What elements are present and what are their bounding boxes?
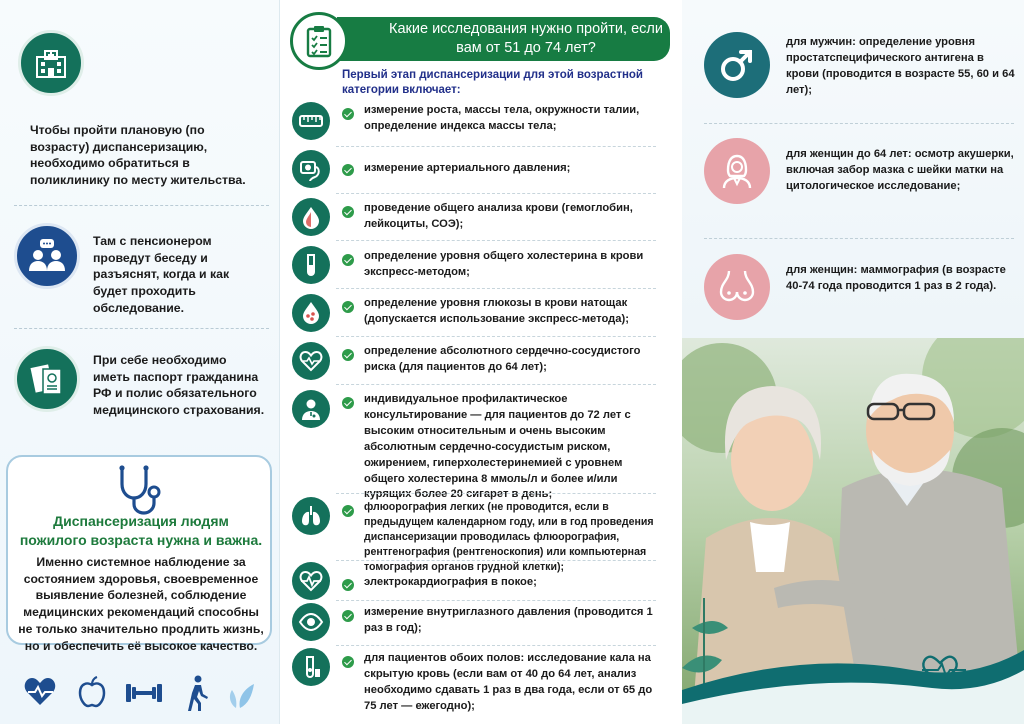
right-panel xyxy=(682,0,1024,724)
divider xyxy=(336,336,656,337)
check-icon xyxy=(342,610,354,622)
doctor-consultation-icon xyxy=(292,390,330,428)
check-icon xyxy=(342,164,354,176)
check-icon xyxy=(342,108,354,120)
intro-text: Чтобы пройти плановую (по возрасту) диспансеризацию, необходимо обратиться в поликлинику по месту жительства. xyxy=(30,123,246,188)
middle-panel xyxy=(280,0,682,724)
divider xyxy=(704,123,1014,124)
section-title: Какие исследования нужно пройти, если вам от 51 до 74 лет? xyxy=(389,21,663,56)
exam-item: измерение артериального давления; xyxy=(364,162,571,174)
check-icon xyxy=(342,397,354,409)
divider xyxy=(704,238,1014,239)
lab-sample-icon xyxy=(292,648,330,686)
footer-icons xyxy=(22,672,262,712)
message-body: Именно системное наблюдение за состоянием здоровья, своевременное выявление болезней, соблюдение медицинских рекомендаций способны не только значительно продлить жизнь, но и обеспечить её высокое качество. xyxy=(18,555,264,653)
elderly-couple-photo xyxy=(682,338,1024,724)
walking-icon xyxy=(188,676,208,712)
section-header xyxy=(337,17,670,61)
divider xyxy=(14,328,269,329)
lungs-icon xyxy=(292,497,330,535)
men-exam-text: для мужчин: определение уровня простатспецифического антигена в крови (проводится в возрасте 55, 60 и 64 лет); xyxy=(786,36,1015,97)
check-icon xyxy=(342,579,354,591)
talk-text: Там с пенсионером проведут беседу и разъяснят, когда и как будет проходить обследование. xyxy=(93,234,230,315)
divider xyxy=(336,493,656,494)
divider xyxy=(336,288,656,289)
check-icon xyxy=(342,349,354,361)
divider xyxy=(336,600,656,601)
blood-drop-icon xyxy=(292,198,330,236)
message-title-line-1: Диспансеризация людям xyxy=(53,513,229,529)
check-icon xyxy=(342,254,354,266)
test-tube-icon xyxy=(292,246,330,284)
exam-item: проведение общего анализа крови (гемоглобин, лейкоциты, СОЭ); xyxy=(364,202,633,230)
dumbbell-icon xyxy=(126,684,162,702)
exam-item: электрокардиография в покое; xyxy=(364,576,537,588)
main-message-box xyxy=(6,455,272,653)
check-icon xyxy=(342,206,354,218)
exam-item: определение абсолютного сердечно-сосудистого риска (для пациентов до 64 лет); xyxy=(364,345,641,373)
divider xyxy=(336,645,656,646)
check-icon xyxy=(342,656,354,668)
clipboard-icon xyxy=(290,12,348,70)
divider xyxy=(14,205,269,206)
exam-item: определение уровня глюкозы в крови натощак (допускается использование экспресс-метода); xyxy=(364,297,629,325)
heart-rate-icon xyxy=(292,342,330,380)
conversation-icon xyxy=(14,223,80,289)
leaf-icon xyxy=(230,684,254,708)
midwife-icon xyxy=(704,138,770,204)
left-panel xyxy=(0,0,280,724)
exam-item: индивидуальное профилактическое консультирование — для пациентов до 72 лет с высоким относительным и очень высоким абсолютным сердечно-сосудистым риском, ожирением, гиперхолестеринемией с уровнем общего холестерина 8 ммоль/л и более и/или курящих более 20 сигарет в день; xyxy=(364,393,631,501)
women-64-exam-text: для женщин до 64 лет: осмотр акушерки, включая забор мазка с шейки матки на цитологическое исследование; xyxy=(786,148,1014,193)
divider xyxy=(336,384,656,385)
exam-item: определение уровня общего холестерина в крови экспресс-методом; xyxy=(364,250,644,278)
divider xyxy=(336,240,656,241)
divider xyxy=(336,560,656,561)
eye-icon xyxy=(292,603,330,641)
mammography-icon xyxy=(704,254,770,320)
exam-item: флюорография легких (не проводится, если в предыдущем календарном году, или в год проведения диспансеризации проводилась флюорография, рентгенография (рентгеноскопия) или компьютерная томография органов грудной клетки); xyxy=(364,501,654,574)
mammography-text: для женщин: маммография (в возрасте 40-74 года проводится 1 раз в 2 года). xyxy=(786,264,1006,293)
divider xyxy=(336,193,656,194)
exam-item: измерение внутриглазного давления (проводится 1 раз в год); xyxy=(364,606,653,634)
check-icon xyxy=(342,301,354,313)
measuring-tape-icon xyxy=(292,102,330,140)
documents-text: При себе необходимо иметь паспорт гражданина РФ и полис обязательного медицинского страхования. xyxy=(93,353,265,418)
hospital-icon xyxy=(18,30,84,96)
glucose-icon xyxy=(292,294,330,332)
section-subtitle: Первый этап диспансеризации для этой возрастной категории включает: xyxy=(342,69,643,97)
apple-icon xyxy=(80,677,104,706)
stethoscope-icon xyxy=(105,463,165,519)
ecg-icon xyxy=(292,562,330,600)
message-title-line-2: пожилого возраста нужна и важна. xyxy=(19,532,263,548)
divider xyxy=(336,146,656,147)
documents-icon xyxy=(14,346,80,412)
heart-icon xyxy=(25,678,56,705)
exam-item: измерение роста, массы тела, окружности талии, определение индекса массы тела; xyxy=(364,104,640,132)
exam-item: для пациентов обоих полов: исследование кала на скрытую кровь (если вам от 40 до 64 лет, анализ необходимо сдавать 1 раз в два года, если от 65 до 75 лет — ежегодно); xyxy=(364,652,653,712)
blood-pressure-icon xyxy=(292,150,330,188)
check-icon xyxy=(342,505,354,517)
male-symbol-icon xyxy=(704,32,770,98)
